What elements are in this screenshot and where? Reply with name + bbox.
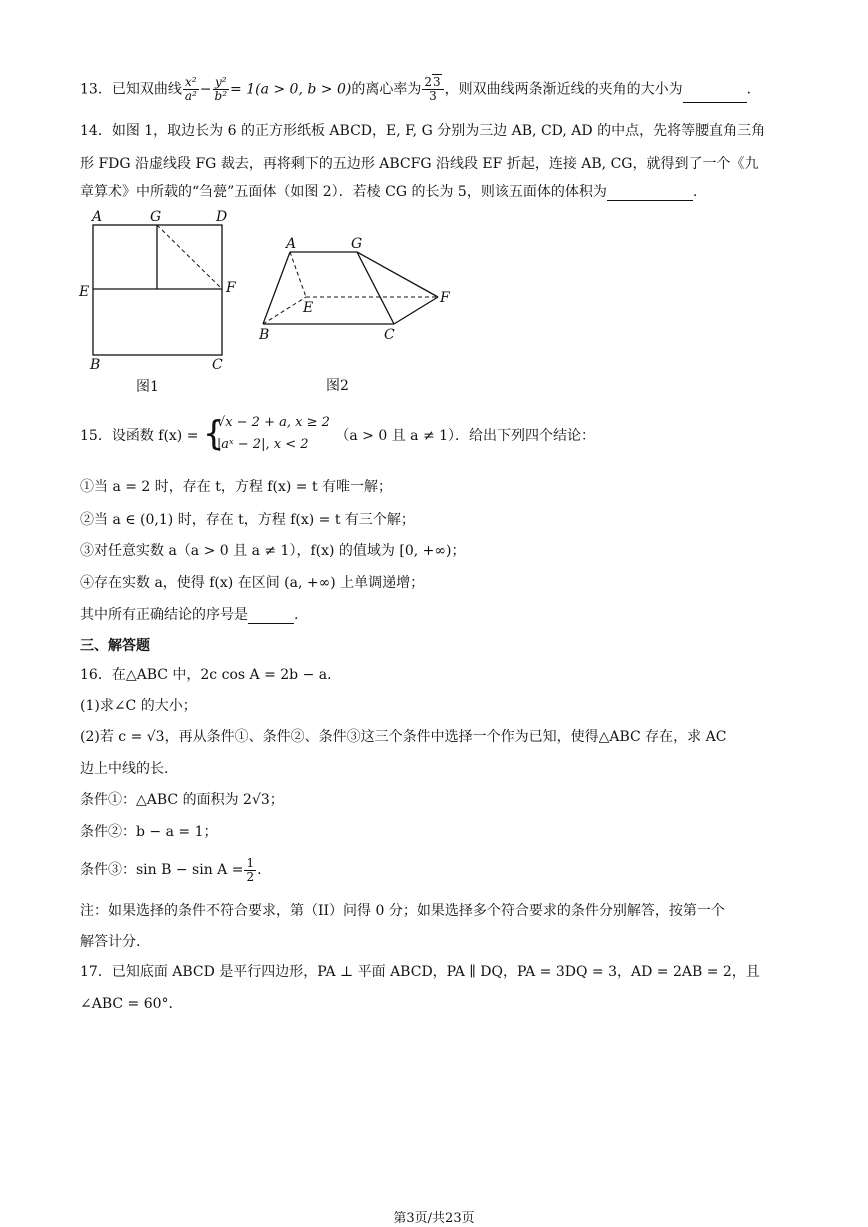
figure-2-label-b: B: [259, 327, 270, 343]
q16-condition-3-fraction: [244, 857, 256, 884]
q15-conclusion-4: ④存在实数 a，使得 f(x) 在区间 (a, +∞) 上单调递增；: [80, 575, 425, 591]
figure-1-label-b: B: [90, 357, 101, 373]
figure-1: [76, 206, 246, 396]
q15-brace-icon: {: [202, 414, 225, 454]
q17-line-2: ∠ABC = 60°．: [80, 996, 183, 1012]
q15-ask: 其中所有正确结论的序号是: [80, 607, 248, 623]
q15-ask-line: [80, 606, 298, 624]
q15-answer-blank: [248, 609, 294, 624]
figure-1-label-g: G: [150, 209, 162, 225]
q16-condition-2: 条件②：b − a = 1；: [80, 824, 218, 840]
q13-end: .: [746, 81, 752, 98]
q15-prefix: 15．设函数 f(x) =: [80, 428, 199, 444]
figure-1-label-f: F: [226, 280, 236, 296]
q14-line-3: [80, 183, 697, 201]
q15-case-2: |aˣ − 2|, x < 2: [216, 437, 309, 452]
figure-2-dashed-ae: [290, 252, 306, 297]
q17-line-1: 17．已知底面 ABCD 是平行四边形，PA ⊥ 平面 ABCD，PA ∥ DQ，PA = 3DQ = 3，AD = 2AB = 2，且: [80, 964, 760, 980]
q15-suffix: （a > 0 且 a ≠ 1）．给出下列四个结论：: [335, 428, 596, 444]
q15-piecewise: [203, 416, 331, 456]
q14-answer-blank: [607, 186, 693, 201]
q13-text-b: 的离心率为: [351, 81, 422, 98]
q13-line: 13．已知双曲线 $\frac{\text{x²}}{\text{a²}}$ − $\frac{\text{y²}}{\text{b²}}$ = 1(a > 0, b > 0)的离心率为 $\frac{23}{3}$ ，则双曲线两条渐近线的夹角的大小为 .: [80, 75, 752, 103]
figure-1-dashed-fg: [157, 225, 222, 289]
figure-1-label-d: D: [216, 209, 228, 225]
figure-2: [254, 232, 464, 398]
q16-condition-3-end: .: [257, 862, 262, 878]
figure-2-label-f: F: [440, 290, 450, 306]
q16-note-line-1: 注：如果选择的条件不符合要求，第（II）问得 0 分；如果选择多个符合要求的条件分别解答，按第一个: [80, 903, 725, 919]
q14-end: .: [692, 184, 698, 200]
q16-condition-3-numerator: 1: [246, 855, 255, 870]
figure-2-label-g: G: [351, 236, 363, 252]
q15-conclusion-2: ②当 a ∈ (0,1) 时，存在 t，方程 f(x) = t 有三个解；: [80, 512, 415, 528]
q16-condition-3-denominator: 2: [246, 869, 255, 884]
figure-1-label-c: C: [212, 357, 223, 373]
q14-line-1: 14．如图 1，取边长为 6 的正方形纸板 ABCD，E, F, G 分别为三边 AB, CD, AD 的中点，先将等腰直角三角: [80, 123, 766, 139]
q13-frac-x: $\frac{\text{x²}}{\text{a²}}$: [184, 75, 197, 103]
q15-conclusion-1: ①当 a = 2 时，存在 t，方程 f(x) = t 有唯一解；: [80, 479, 393, 495]
q16-part-1: (1)求∠C 的大小；: [80, 698, 197, 714]
q16-condition-1: 条件①：△ABC 的面积为 2√3；: [80, 792, 284, 808]
figure-1-label-a: A: [92, 209, 103, 225]
q16-part-2-line-1: (2)若 c = √3，再从条件①、条件②、条件③这三个条件中选择一个作为已知，使得△ABC 存在，求 AC: [80, 729, 727, 745]
figure-2-caption: 图2: [326, 378, 349, 394]
q16-part-2-line-2: 边上中线的长.: [80, 761, 169, 777]
figure-2-edge-cf: [394, 297, 438, 324]
q15-line: [80, 416, 595, 456]
q13-answer-blank: [683, 88, 747, 103]
q16-note-line-2: 解答计分.: [80, 934, 141, 950]
section-3-title: 三、解答题: [80, 638, 150, 654]
q16-condition-3: [80, 856, 262, 884]
figure-2-dashed-be: [263, 297, 306, 324]
figure-2-label-c: C: [384, 327, 395, 343]
figure-1-caption: 图1: [136, 379, 159, 395]
q13-equation: = 1(a > 0, b > 0): [230, 81, 352, 98]
q15-end: .: [294, 607, 299, 623]
q14-line-2: 形 FDG 沿虚线段 FG 裁去，再将剩下的五边形 ABCFG 沿线段 EF 折起，连接 AB, CG，就得到了一个《九: [80, 156, 759, 172]
q15-case-1: √x − 2 + a, x ≥ 2: [216, 415, 330, 430]
q13-eccentricity: $\frac{23}{3}$: [422, 76, 443, 103]
q13-text-a: 已知双曲线: [111, 81, 182, 98]
q16-stem: 16．在△ABC 中，2c cos A = 2b − a．: [80, 667, 342, 683]
figure-2-label-e: E: [303, 300, 314, 316]
figure-2-label-a: A: [286, 236, 297, 252]
q14-line-3-text: 章算术》中所载的“刍甍”五面体（如图 2）．若棱 CG 的长为 5，则该五面体的体积为: [80, 184, 607, 200]
q15-conclusion-3: ③对任意实数 a（a > 0 且 a ≠ 1），f(x) 的值域为 [0, +∞)；: [80, 543, 466, 559]
q16-condition-3-text: 条件③：sin B − sin A =: [80, 862, 244, 878]
q13-text-c: ，则双曲线两条渐近线的夹角的大小为: [444, 81, 683, 98]
q13-frac-y: $\frac{\text{y²}}{\text{b²}}$: [214, 75, 228, 103]
figure-1-label-e: E: [79, 284, 90, 300]
q13-number: 13．: [80, 81, 112, 98]
figure-2-edge-ab: [263, 252, 290, 324]
page-footer: 第3页/共23页: [393, 1211, 475, 1226]
